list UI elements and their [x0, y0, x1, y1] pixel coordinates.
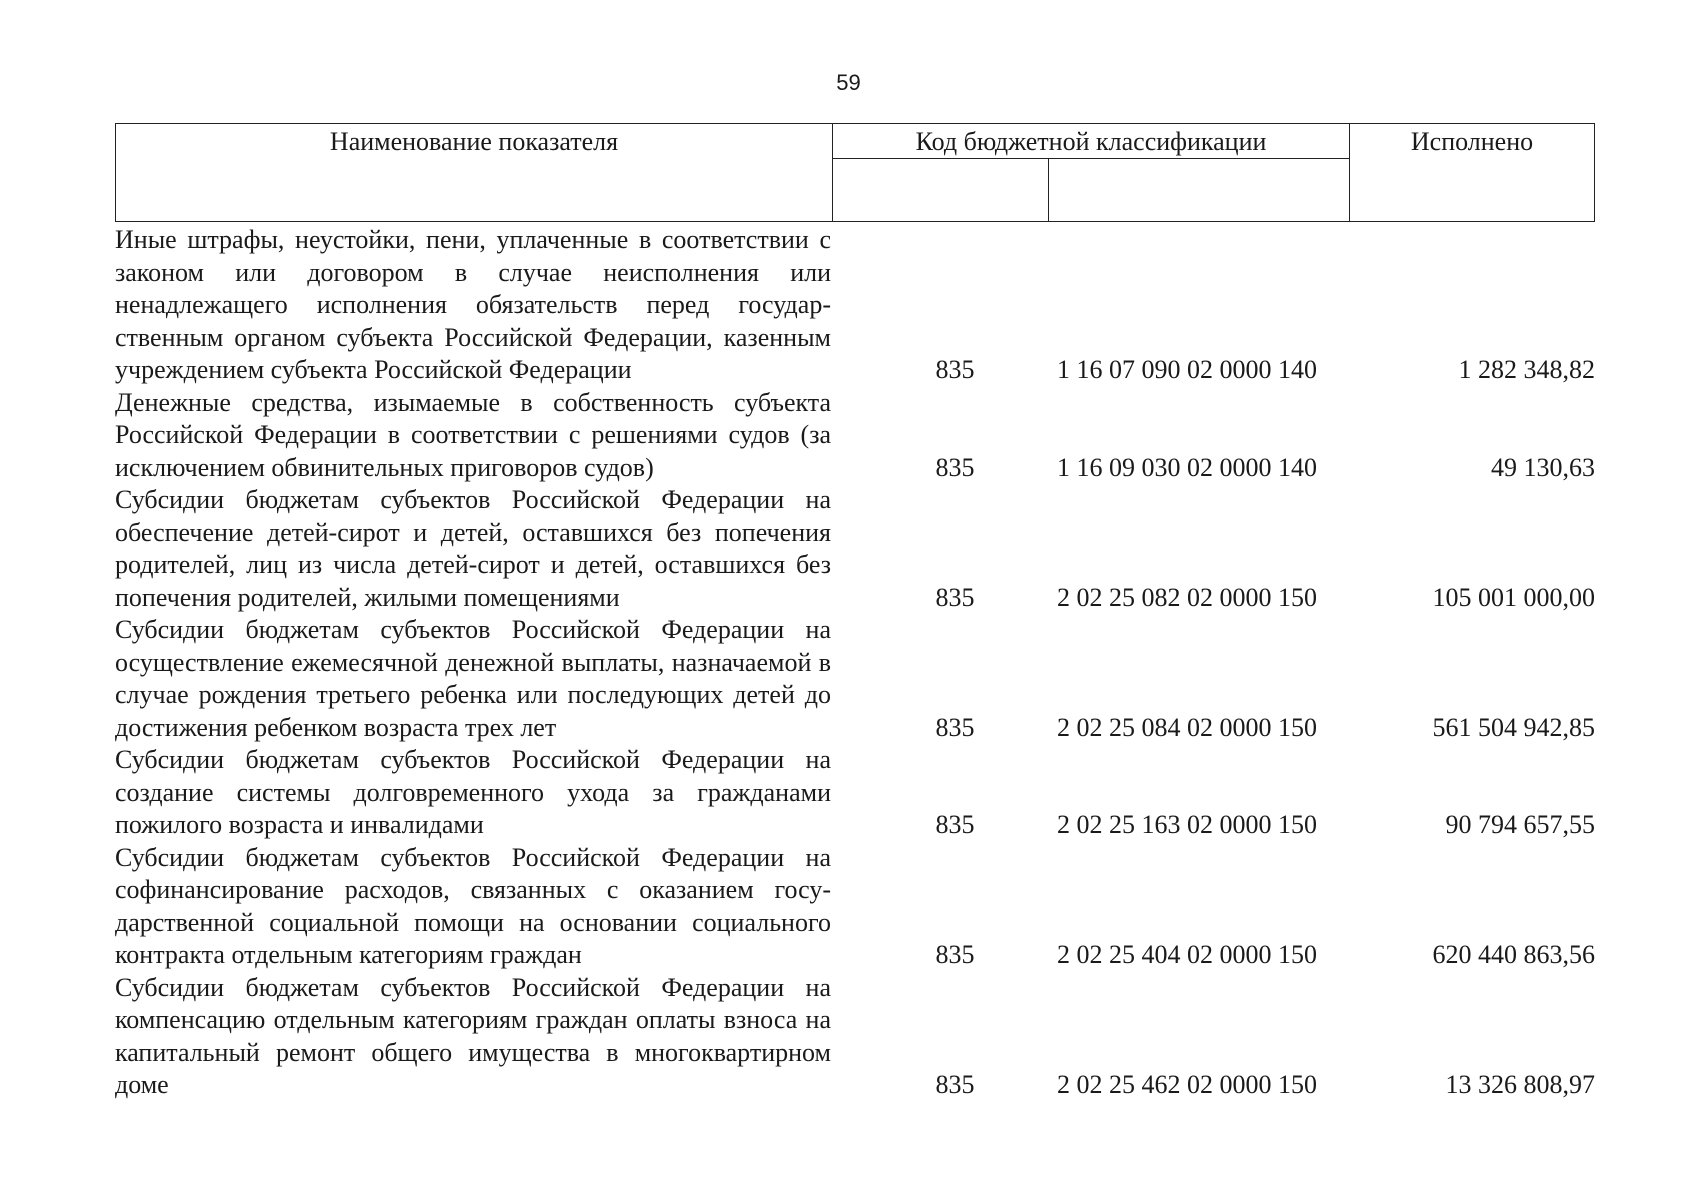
header-name-column: Наименование показателя	[116, 124, 833, 221]
row-name: Денежные средства, изымаемые в собственность субъекта Российской Федерации в соответствии с решениями судов (за исключением обвинительных приговоров судов)	[115, 387, 831, 482]
row-amount: 13 326 808,97	[1445, 1070, 1595, 1099]
row-budget-code: 2 02 25 082 02 0000 150	[1057, 582, 1317, 612]
row-admin-code: 835	[935, 452, 975, 482]
row-admin-code: 835	[935, 810, 975, 839]
page-number: 59	[836, 70, 861, 95]
row-name: Иные штрафы, неустойки, пени, уплаченные в соответствии с законом или договором в случае неисполнения или ненадлежащего исполнения обязательств перед государственным органом субъекта Российской Федерации, казенным учреждением субъекта Российской Федерации	[115, 225, 831, 384]
table-row	[115, 484, 1595, 614]
row-budget-code: 2 02 25 084 02 0000 150	[1057, 712, 1317, 742]
header-code-subcolumn-admin	[833, 159, 1049, 221]
row-amount: 561 504 942,85	[1432, 712, 1595, 742]
row-amount: 1 282 348,82	[1458, 355, 1595, 384]
row-name: Субсидии бюджетам субъектов Российской Федерации на компенсацию отдельным категориям граждан оплаты взноса на капитальный ремонт общего имущества в многоквартирном доме	[115, 972, 831, 1099]
table-row	[115, 614, 1595, 744]
header-executed-column: Исполнено	[1410, 127, 1534, 156]
row-budget-code: 2 02 25 462 02 0000 150	[1057, 1070, 1317, 1099]
row-admin-code: 835	[935, 940, 975, 969]
row-amount: 90 794 657,55	[1445, 810, 1595, 839]
table-row	[115, 972, 1595, 1102]
table-row	[115, 387, 1595, 485]
table-row	[115, 842, 1595, 972]
row-budget-code: 2 02 25 163 02 0000 150	[1057, 810, 1317, 839]
header-code-subcolumn-code	[1049, 159, 1350, 221]
row-admin-code: 835	[935, 712, 975, 742]
row-admin-code: 835	[935, 582, 975, 612]
row-name: Субсидии бюджетам субъектов Российской Федерации на софинансирование расходов, связанных с оказанием государственной социальной помощи на основании социального контракта отдельным категориям граждан	[115, 842, 831, 969]
row-name: Субсидии бюджетам субъектов Российской Федерации на создание системы долговременного ухода за гражданами пожилого возраста и инвалидами	[115, 745, 831, 839]
table-row	[115, 744, 1595, 842]
row-name: Субсидии бюджетам субъектов Российской Федерации на обеспечение детей-сирот и детей, оставшихся без попечения родителей, лиц из числа детей-сирот и детей, оставшихся без попечения родителей, жилыми помещениями	[115, 485, 831, 612]
row-amount: 49 130,63	[1491, 452, 1595, 482]
table-body	[115, 224, 1595, 1102]
row-budget-code: 1 16 07 090 02 0000 140	[1057, 355, 1317, 384]
row-name: Субсидии бюджетам субъектов Российской Федерации на осуществление ежемесячной денежной выплаты, назначаемой в случае рождения третьего ребенка или последующих детей до достижения ребенком возраста трех лет	[115, 615, 831, 742]
row-amount: 105 001 000,00	[1432, 582, 1595, 612]
row-amount: 620 440 863,56	[1432, 940, 1595, 969]
row-admin-code: 835	[935, 355, 975, 384]
table-header	[115, 123, 1595, 222]
row-budget-code: 2 02 25 404 02 0000 150	[1057, 940, 1317, 969]
table-row	[115, 224, 1595, 387]
row-admin-code: 835	[935, 1070, 975, 1099]
header-code-column: Код бюджетной классификации	[833, 124, 1350, 159]
row-budget-code: 1 16 09 030 02 0000 140	[1057, 452, 1317, 482]
